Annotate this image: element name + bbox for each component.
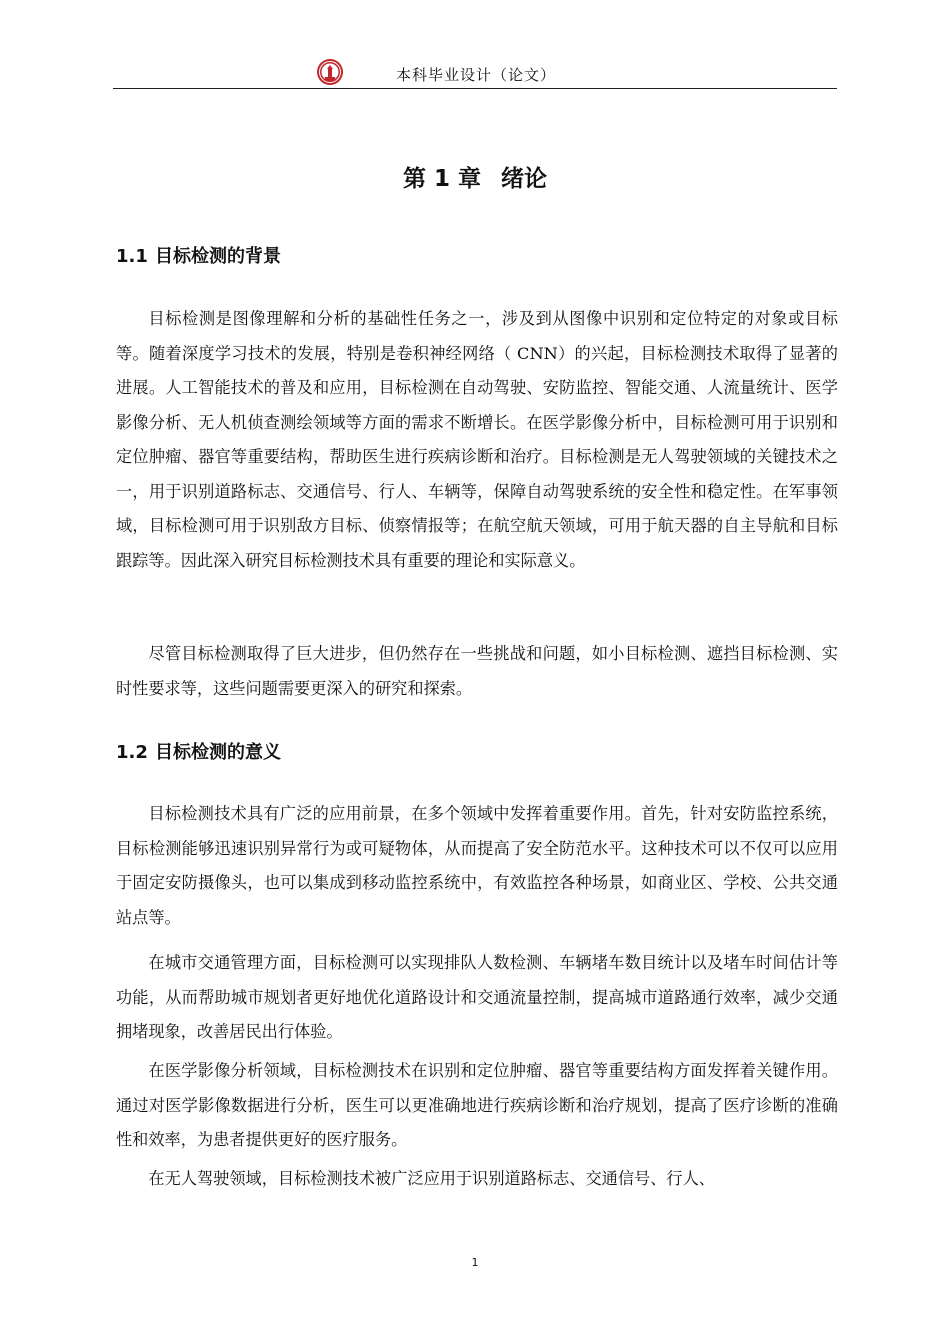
header-title: 本科毕业设计（论文） bbox=[396, 66, 557, 84]
body-paragraph: 目标检测技术具有广泛的应用前景，在多个领域中发挥着重要作用。首先，针对安防监控系统，目标检测能够迅速识别异常行为或可疑物体，从而提高了安全防范水平。这种技术可以不仅可以应用于固定安防摄像头，也可以集成到移动监控系统中，有效监控各种场景，如商业区、学校、公共交通站点等。 bbox=[116, 804, 838, 927]
section-title: 目标检测的背景 bbox=[155, 246, 281, 267]
chapter-title bbox=[0, 160, 950, 193]
body-paragraph: 目标检测是图像理解和分析的基础性任务之一，涉及到从图像中识别和定位特定的对象或目标等。随着深度学习技术的发展，特别是卷积神经网络（ CNN）的兴起，目标检测技术取得了显著的进展。人工智能技术的普及和应用，目标检测在自动驾驶、安防监控、智能交通、人流量统计、医学影像分析、无人机侦查测绘领域等方面的需求不断增长。在医学影像分析中，目标检测可用于识别和定位肿瘤、器官等重要结构，帮助医生进行疾病诊断和治疗。目标检测是无人驾驶领域的关键技术之一，用于识别道路标志、交通信号、行人、车辆等，保障自动驾驶系统的安全性和稳定性。在军事领域，目标检测可用于识别敌方目标、侦察情报等；在航空航天领域，可用于航天器的自主导航和目标跟踪等。因此深入研究目标检测技术具有重要的理论和实际意义。 bbox=[116, 309, 838, 570]
chapter-name: 绪论 bbox=[501, 166, 548, 192]
section-heading bbox=[116, 242, 281, 268]
university-logo-icon bbox=[316, 58, 344, 86]
section-title: 目标检测的意义 bbox=[155, 742, 281, 763]
chapter-number: 第 1 章 bbox=[402, 166, 482, 192]
page-number: 1 bbox=[471, 1256, 479, 1269]
body-paragraph: 尽管目标检测取得了巨大进步，但仍然存在一些挑战和问题，如小目标检测、遮挡目标检测、实时性要求等，这些问题需要更深入的研究和探索。 bbox=[116, 644, 838, 698]
section-number: 1.2 bbox=[116, 742, 148, 763]
page-header bbox=[113, 58, 837, 89]
section-heading bbox=[116, 738, 281, 764]
body-paragraph: 在无人驾驶领域，目标检测技术被广泛应用于识别道路标志、交通信号、行人、 bbox=[148, 1169, 715, 1188]
body-paragraph: 在城市交通管理方面，目标检测可以实现排队人数检测、车辆堵车数目统计以及堵车时间估计等功能，从而帮助城市规划者更好地优化道路设计和交通流量控制，提高城市道路通行效率，减少交通拥堵现象，改善居民出行体验。 bbox=[116, 953, 838, 1041]
body-paragraph: 在医学影像分析领域，目标检测技术在识别和定位肿瘤、器官等重要结构方面发挥着关键作用。通过对医学影像数据进行分析，医生可以更准确地进行疾病诊断和治疗规划，提高了医疗诊断的准确性和效率，为患者提供更好的医疗服务。 bbox=[116, 1061, 838, 1149]
section-number: 1.1 bbox=[116, 246, 148, 267]
